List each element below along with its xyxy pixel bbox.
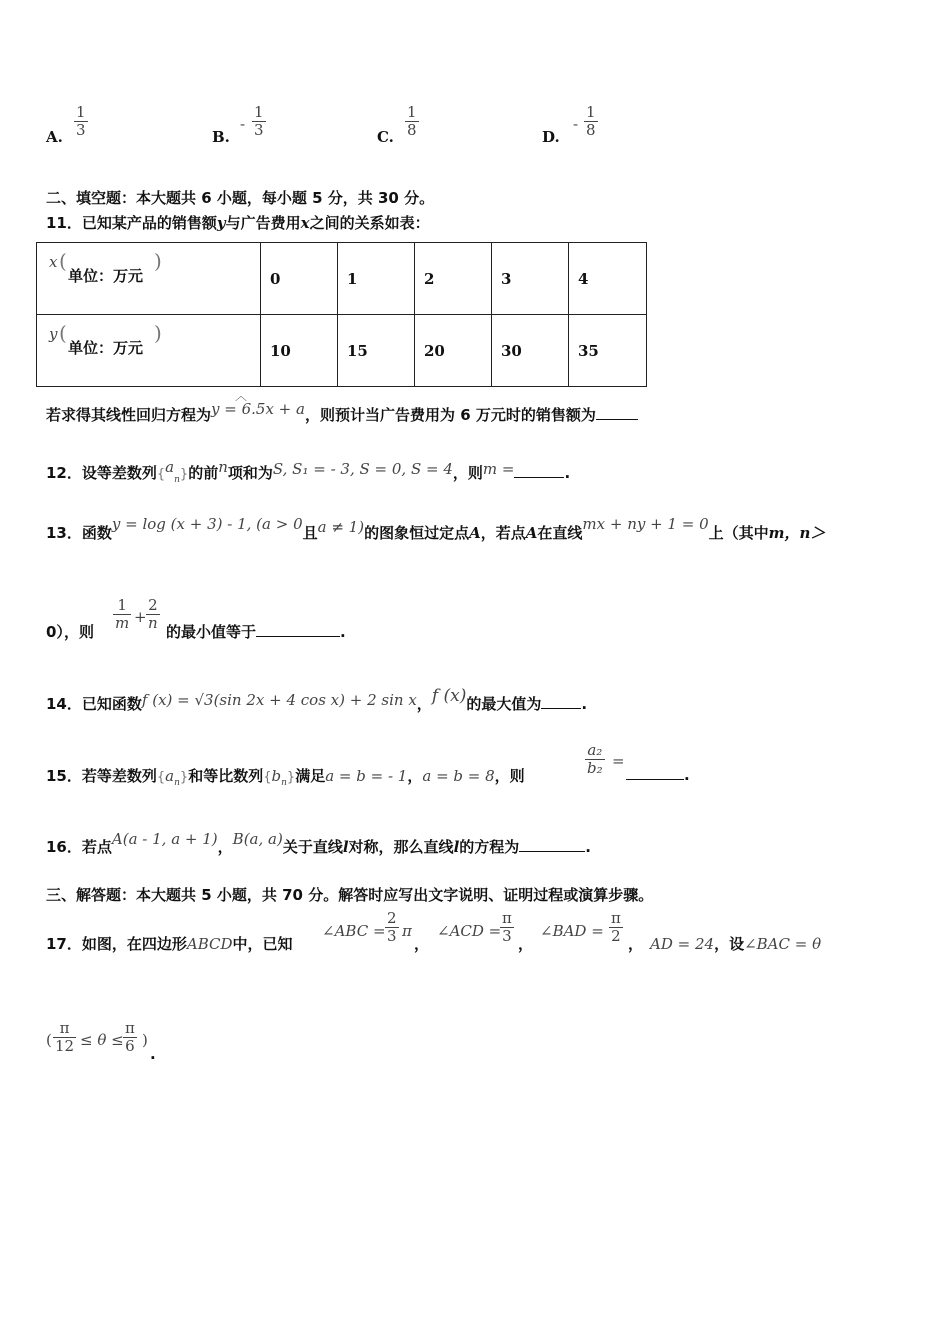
table-header-x — [37, 243, 261, 315]
fraction-1-over-m — [113, 597, 131, 632]
range-open-paren: ( — [46, 1031, 52, 1049]
line-equation: mx + ny + 1 = 0 — [582, 515, 709, 533]
fraction-numerator: 2 — [387, 909, 397, 927]
fraction-numerator: 1 — [117, 596, 127, 614]
question-11-number: 11． — [46, 214, 82, 232]
question-15-tail — [626, 765, 690, 784]
question-17-end: . — [150, 1045, 156, 1063]
ad-length: AD = 24 — [650, 935, 715, 953]
fraction-denominator: 6 — [125, 1037, 135, 1055]
question-15-text-3: 满足 — [295, 767, 326, 785]
sales-table — [36, 242, 647, 387]
question-11-var-x: x — [300, 214, 310, 232]
question-13-text-5: 在直线 — [537, 524, 583, 542]
close-brace-icon: } — [179, 770, 189, 785]
table-cell: 0 — [261, 243, 338, 315]
line-l-1: l — [342, 838, 349, 856]
question-14-text-1: 已知函数 — [81, 695, 142, 713]
question-11-after-1: 若求得其线性回归方程为 — [46, 406, 212, 424]
option-a-fraction — [74, 104, 88, 139]
table-cell: 2 — [415, 243, 492, 315]
question-15-text-2: 和等比数列 — [188, 767, 264, 785]
function-fx: f (x) — [431, 686, 467, 706]
log-function: y = log (x + 3) - 1, (a > 0 — [111, 515, 303, 533]
fraction-numerator: π — [611, 909, 621, 927]
condition-2: a = b = 8 — [422, 767, 495, 785]
option-b-sign: - — [240, 115, 246, 133]
option-d-sign: - — [573, 115, 579, 133]
table-unit-y: 单位：万元 — [68, 339, 144, 357]
separator: ， — [414, 935, 430, 953]
range-middle: ≤ θ ≤ — [80, 1031, 124, 1049]
regression-equation: y = 6.5x + a — [211, 400, 305, 418]
range-upper-fraction — [123, 1020, 137, 1055]
variable-n: n — [218, 458, 228, 476]
plus-sign: + — [134, 608, 147, 626]
m-n-condition: m，n＞ — [768, 524, 826, 542]
question-12: 12．设等差数列$\{a_n\}$的前n项和为S, S₁ = - 3, S = 0, S = 4，则m = . — [46, 458, 571, 485]
fraction-numerator: a₂ — [587, 741, 603, 759]
base-condition: a ≠ 1) — [317, 518, 365, 536]
table-var-y: y — [49, 325, 58, 343]
question-16-comma: ， — [217, 838, 233, 856]
answer-blank-15[interactable] — [626, 765, 684, 780]
option-a-label: A. — [46, 128, 63, 146]
question-15-end: . — [684, 766, 690, 784]
table-var-x: x — [49, 253, 58, 271]
question-11-continuation — [46, 400, 638, 425]
question-12-text-1: 设等差数列 — [81, 464, 157, 482]
question-13-text-6: 上（其中 — [708, 524, 769, 542]
point-a: A(a - 1, a + 1) — [111, 830, 218, 848]
option-b-numerator: 1 — [254, 103, 264, 121]
line-l-2: l — [453, 838, 460, 856]
question-14-number: 14． — [46, 695, 82, 713]
angle-abc-label: ∠ABC = — [322, 922, 386, 940]
point-b: B(a, a) — [232, 830, 283, 848]
question-15-comma: ， — [407, 767, 423, 785]
fraction-numerator: 2 — [148, 596, 158, 614]
sequence-a: a — [165, 458, 175, 476]
hat-icon: ︿ — [235, 389, 248, 403]
ratio-fraction — [585, 742, 605, 777]
point-a-1: A — [469, 524, 481, 542]
question-17-text-1: 如图，在四边形 — [81, 935, 187, 953]
quadrilateral-abcd: ABCD — [186, 935, 233, 953]
table-cell: 30 — [492, 315, 569, 387]
close-paren-icon: ) — [154, 321, 162, 345]
sequence-a: a — [165, 767, 175, 785]
option-a-denominator: 3 — [76, 121, 86, 139]
option-c-numerator: 1 — [407, 103, 417, 121]
question-12-conditions: S, S₁ = - 3, S = 0, S = 4 — [272, 460, 453, 478]
option-c-fraction — [405, 104, 419, 139]
table-row-y — [37, 315, 647, 387]
question-14 — [46, 686, 588, 714]
question-13-number: 13． — [46, 524, 82, 542]
close-paren-icon: ) — [154, 249, 162, 273]
open-brace-icon: { — [156, 770, 166, 785]
separator: ， — [628, 935, 644, 953]
question-13-zero: 0） — [46, 623, 64, 641]
option-d-numerator: 1 — [586, 103, 596, 121]
fraction-denominator: 3 — [387, 927, 397, 945]
question-12-end: . — [564, 464, 571, 482]
question-17-start — [46, 933, 293, 954]
question-17-number: 17． — [46, 935, 82, 953]
option-d-label: D. — [542, 128, 560, 146]
question-13-text-1: 函数 — [81, 524, 112, 542]
function-definition: f (x) = √3(sin 2x + 4 cos x) + 2 sin x — [141, 691, 417, 709]
option-a-numerator: 1 — [76, 103, 86, 121]
close-brace-icon: } — [286, 770, 296, 785]
question-13-line-1 — [46, 515, 826, 543]
question-12-text-2: 的前 — [188, 464, 219, 482]
question-14-text-2: 的最大值为 — [466, 695, 542, 713]
angle-bac: ∠BAC = θ — [744, 935, 822, 953]
question-15-text-4: ，则 — [494, 767, 525, 785]
option-b-denominator: 3 — [254, 121, 264, 139]
question-16-text-1: 若点 — [81, 838, 112, 856]
equals-sign: = — [612, 752, 625, 770]
sequence-b: b — [271, 767, 282, 785]
question-14-comma: ， — [416, 695, 432, 713]
fraction-denominator: b₂ — [587, 759, 603, 777]
question-12-text-3: 项和为 — [227, 464, 273, 482]
question-16-end: . — [585, 838, 591, 856]
question-17-tail — [650, 933, 821, 954]
question-13-tail — [166, 621, 346, 642]
option-c-denominator: 8 — [407, 121, 417, 139]
question-16-text-2: 关于直线 — [282, 838, 343, 856]
question-11-stem — [46, 212, 430, 233]
answer-blank-12[interactable] — [514, 463, 564, 478]
fraction-denominator: m — [115, 614, 130, 632]
angle-abc-fraction — [385, 910, 399, 945]
table-cell: 10 — [261, 315, 338, 387]
fraction-numerator: π — [502, 909, 512, 927]
question-13-text-4: ，若点 — [480, 524, 526, 542]
open-brace-icon: { — [263, 770, 272, 785]
table-unit-x: 单位：万元 — [68, 267, 144, 285]
question-13-text-7: ，则 — [63, 623, 94, 641]
fraction-2-over-n — [146, 597, 160, 632]
option-d-fraction — [584, 104, 598, 139]
table-cell: 20 — [415, 315, 492, 387]
table-cell: 15 — [338, 315, 415, 387]
angle-acd-fraction — [500, 910, 514, 945]
table-cell: 4 — [569, 243, 647, 315]
question-13-end: . — [340, 623, 346, 641]
open-brace-icon: { — [156, 467, 166, 482]
table-cell: 3 — [492, 243, 569, 315]
option-c-label: C. — [377, 128, 394, 146]
pi-symbol: π — [402, 922, 412, 940]
question-16 — [46, 830, 591, 857]
option-d-denominator: 8 — [586, 121, 596, 139]
question-14-end: . — [581, 695, 588, 713]
variable-m: m = — [482, 460, 515, 478]
question-15-number: 15． — [46, 767, 82, 785]
section-2-heading: 二、填空题：本大题共 6 小题，每小题 5 分，共 30 分。 — [46, 189, 435, 207]
open-paren-icon: ( — [59, 321, 67, 345]
question-11-var-y: y — [216, 214, 226, 232]
question-12-text-4: ，则 — [452, 464, 483, 482]
range-close-paren: ) — [142, 1031, 148, 1049]
question-13-start-line-2 — [46, 621, 94, 642]
condition-1: a = b = - 1 — [325, 767, 408, 785]
answer-blank-13[interactable] — [256, 622, 340, 637]
table-cell: 1 — [338, 243, 415, 315]
question-15-text-1: 若等差数列 — [81, 767, 157, 785]
fraction-numerator: π — [125, 1019, 135, 1037]
question-16-number: 16． — [46, 838, 82, 856]
range-lower-fraction — [53, 1020, 76, 1055]
question-17-text-2: 中，已知 — [232, 935, 293, 953]
answer-blank-11[interactable] — [596, 405, 638, 420]
table-header-y — [37, 315, 261, 387]
separator: ， — [518, 935, 534, 953]
fraction-denominator: 12 — [55, 1037, 75, 1055]
question-11-after-2: ，则预计当广告费用为 6 万元时的销售额为 — [304, 406, 596, 424]
question-13-text-2: 且 — [302, 524, 318, 542]
close-brace-icon: } — [179, 467, 189, 482]
question-15: 15．若等差数列$\{a_n\}$和等比数列$\{b_n\}$满足a = b = - 1，a = b = 8，则 — [46, 767, 525, 788]
fraction-denominator: n — [148, 614, 158, 632]
question-16-text-3: 对称，那么直线 — [348, 838, 454, 856]
fraction-denominator: 2 — [611, 927, 621, 945]
angle-bad-label: ∠BAD = — [540, 922, 604, 940]
table-row-x — [37, 243, 647, 315]
point-a-2: A — [525, 524, 538, 542]
question-11-text-2: 与广告费用 — [225, 214, 301, 232]
angle-bad-fraction — [609, 910, 623, 945]
option-b-label: B. — [212, 128, 230, 146]
fraction-denominator: 3 — [502, 927, 512, 945]
question-11-text-3: 之间的关系如表： — [309, 214, 430, 232]
option-b-fraction — [252, 104, 266, 139]
fraction-numerator: π — [59, 1019, 70, 1037]
answer-blank-14[interactable] — [541, 694, 581, 709]
question-16-text-4: 的方程为 — [459, 838, 520, 856]
question-13-text-8: 的最小值等于 — [166, 623, 257, 641]
answer-blank-16[interactable] — [519, 837, 585, 852]
open-paren-icon: ( — [59, 249, 67, 273]
question-12-number: 12． — [46, 464, 82, 482]
question-17-text-3: ，设 — [714, 935, 745, 953]
question-13-text-3: 的图象恒过定点 — [364, 524, 470, 542]
table-cell: 35 — [569, 315, 647, 387]
question-11-text-1: 已知某产品的销售额 — [81, 214, 217, 232]
angle-acd-label: ∠ACD = — [437, 922, 502, 940]
section-3-heading: 三、解答题：本大题共 5 小题，共 70 分。解答时应写出文字说明、证明过程或演算步骤。 — [46, 886, 654, 904]
